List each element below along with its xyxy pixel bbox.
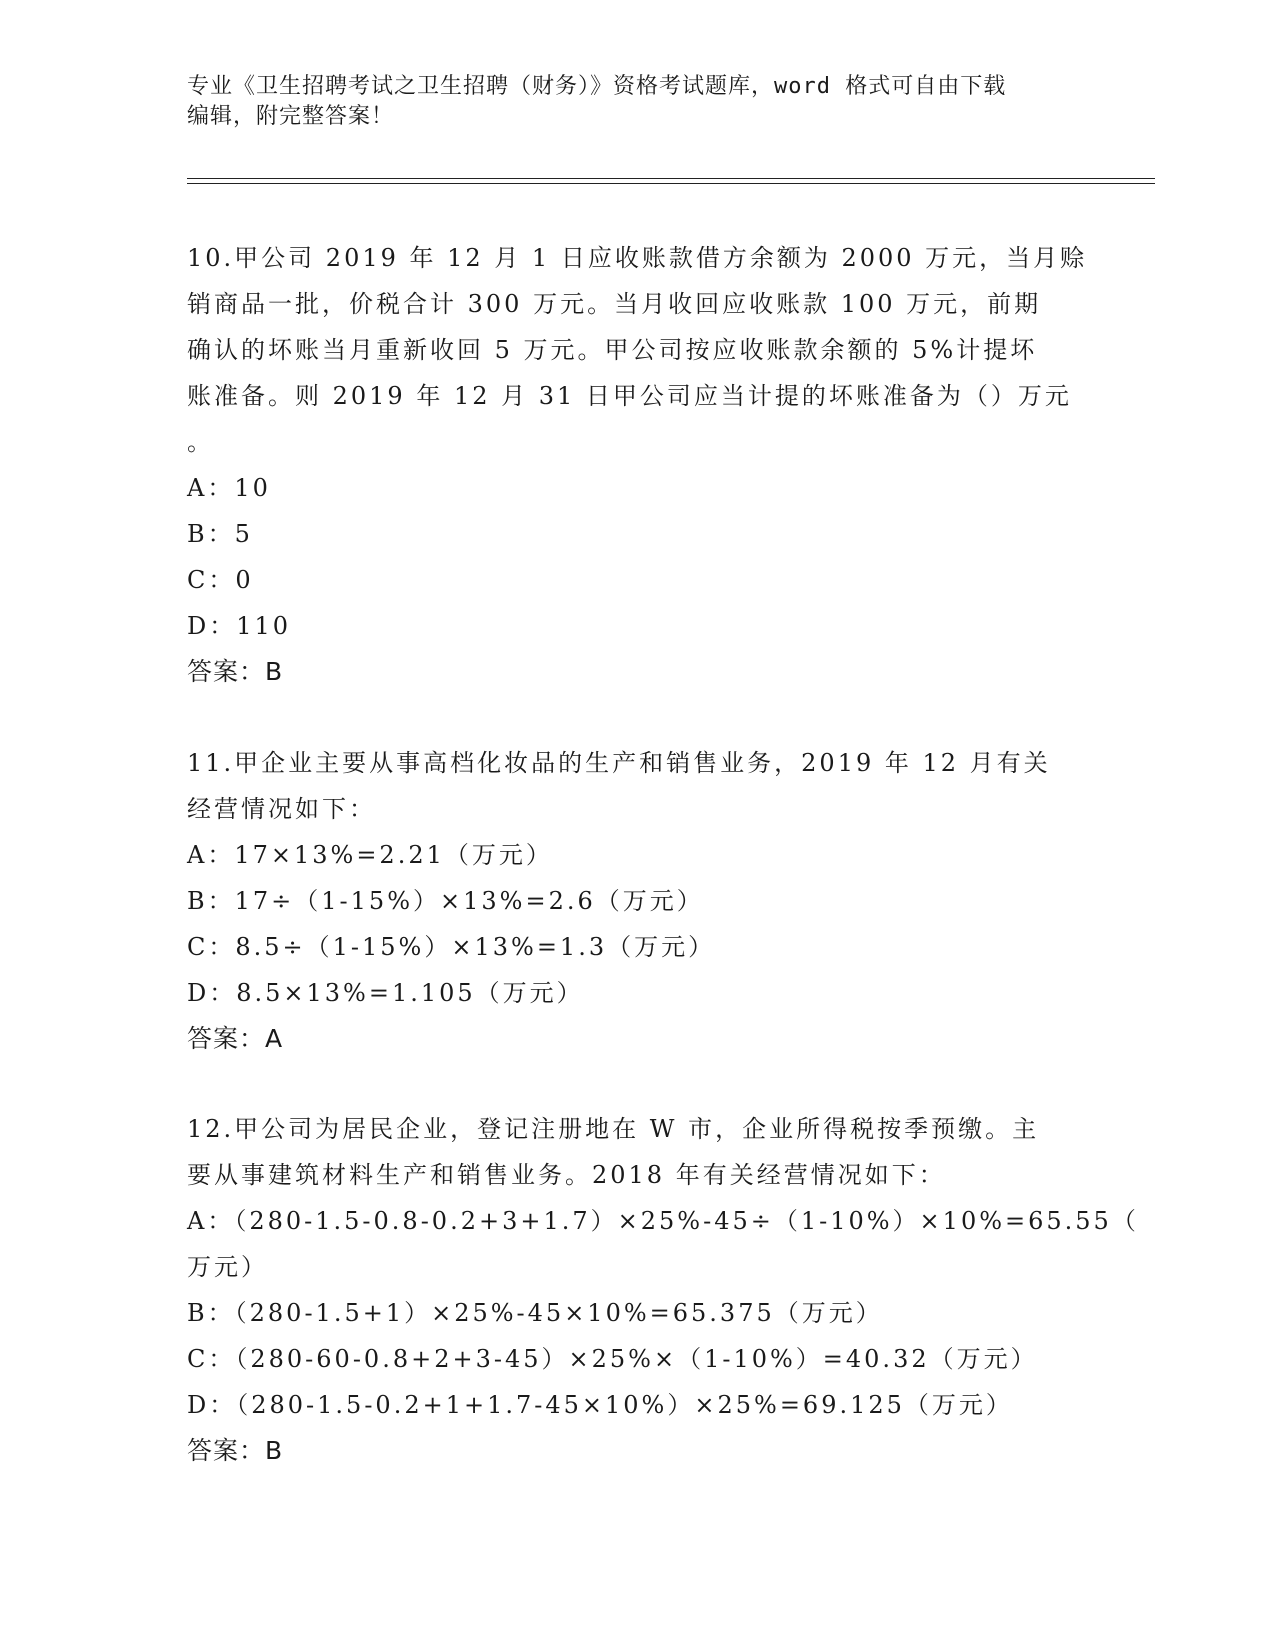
option-a-continuation: 万元） (187, 1253, 268, 1281)
option-c: C：0 (187, 566, 254, 594)
header-text-line: 编辑，附完整答案！ (187, 104, 395, 129)
question-stem-line: 要从事建筑材料生产和销售业务。2018 年有关经营情况如下： (187, 1161, 946, 1189)
question-stem-line: 。 (187, 428, 214, 456)
question-stem-line: 11.甲企业主要从事高档化妆品的生产和销售业务，2019 年 12 月有关 (187, 749, 1051, 777)
document-header (187, 72, 1067, 132)
question-stem-line: 经营情况如下： (187, 795, 376, 823)
question-11 (187, 740, 1087, 1062)
header-text-line: 专业《卫生招聘考试之卫生招聘（财务）》资格考试题库，word 格式可自由下载 (187, 74, 1007, 99)
answer-line: 答案：B (187, 657, 284, 686)
option-c: C：（280-60-0.8+2+3-45）×25%×（1-10%）=40.32（万元） (187, 1345, 1038, 1373)
header-divider (187, 178, 1155, 179)
question-stem-line: 10.甲公司 2019 年 12 月 1 日应收账款借方余额为 2000 万元，当月赊 (187, 244, 1088, 272)
question-10 (187, 235, 1087, 695)
option-b: B：17÷（1-15%）×13%=2.6（万元） (187, 887, 704, 915)
question-stem-line: 12.甲公司为居民企业，登记注册地在 W 市，企业所得税按季预缴。主 (187, 1115, 1040, 1143)
question-stem-line: 销商品一批，价税合计 300 万元。当月收回应收账款 100 万元，前期 (187, 290, 1042, 318)
header-divider (187, 183, 1155, 184)
question-stem-line: 账准备。则 2019 年 12 月 31 日甲公司应当计提的坏账准备为（）万元 (187, 382, 1072, 410)
answer-line: 答案：B (187, 1436, 284, 1465)
question-12 (187, 1106, 1139, 1474)
option-b: B：（280-1.5+1）×25%-45×10%=65.375（万元） (187, 1299, 883, 1327)
option-b: B：5 (187, 520, 253, 548)
option-a: A：17×13%=2.21（万元） (187, 841, 553, 869)
option-d: D：8.5×13%=1.105（万元） (187, 979, 584, 1007)
question-stem-line: 确认的坏账当月重新收回 5 万元。甲公司按应收账款余额的 5%计提坏 (187, 336, 1038, 364)
option-a: A：（280-1.5-0.8-0.2+3+1.7）×25%-45÷（1-10%）×10%=65.55（ (187, 1207, 1139, 1235)
option-d: D：（280-1.5-0.2+1+1.7-45×10%）×25%=69.125（万元） (187, 1391, 1013, 1419)
option-a: A：10 (187, 474, 271, 502)
answer-line: 答案：A (187, 1024, 284, 1053)
option-c: C：8.5÷（1-15%）×13%=1.3（万元） (187, 933, 716, 961)
option-d: D：110 (187, 612, 292, 640)
